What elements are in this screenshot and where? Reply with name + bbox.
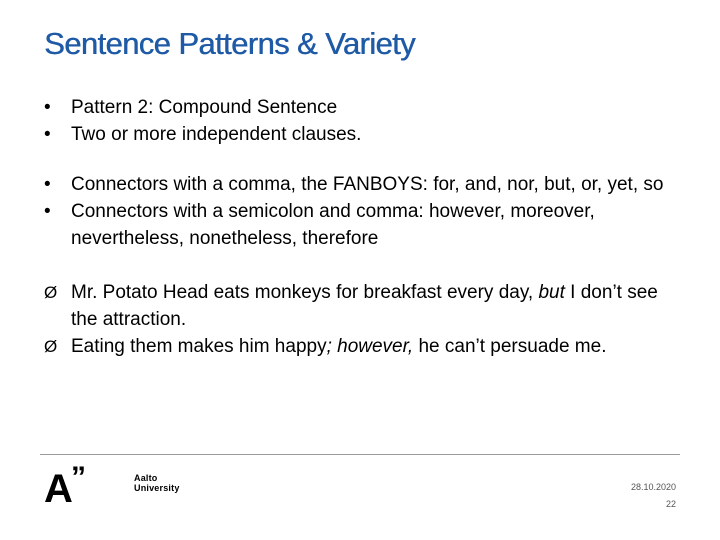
bullet-text: Connectors with a comma, the FANBOYS: for, and, nor, but, or, yet, so	[71, 174, 664, 195]
slide-title: Sentence Patterns & Variety	[44, 26, 415, 61]
page-number: 22	[665, 499, 676, 509]
example-text-start: Mr. Potato Head eats monkeys for breakfast every day,	[71, 282, 539, 303]
footer-date: 28.10.2020	[630, 482, 676, 492]
bullet-item	[44, 171, 684, 198]
bullet-marker: •	[44, 124, 51, 145]
bullet-marker: •	[44, 174, 51, 195]
bullet-marker: •	[44, 201, 51, 222]
example-text-start: Eating them makes him happy	[71, 336, 327, 357]
bullet-text: Two or more independent clauses.	[71, 124, 362, 145]
example-item	[44, 279, 684, 333]
logo-letter: A	[44, 467, 72, 511]
aalto-logo	[44, 461, 204, 511]
example-connector: but	[538, 282, 565, 303]
example-list	[44, 279, 684, 360]
bullet-item	[44, 198, 684, 252]
bullet-item	[44, 94, 684, 121]
bullet-text: Pattern 2: Compound Sentence	[71, 97, 338, 118]
footer-divider	[40, 454, 680, 455]
example-text-end: he can’t persuade me.	[413, 336, 607, 357]
logo-quote-mark: ”	[71, 461, 86, 494]
arrow-icon: Ø	[44, 337, 58, 356]
example-item	[44, 333, 684, 360]
slide-content	[44, 94, 684, 360]
bullet-text: Connectors with a semicolon and comma: however, moreover, nevertheless, nonetheless, therefore	[71, 201, 595, 249]
logo-text: Aalto University	[134, 473, 180, 493]
bullet-list-pattern	[44, 94, 684, 148]
bullet-item	[44, 121, 684, 148]
example-text-end: I don’t see the attraction.	[71, 282, 658, 330]
bullet-marker: •	[44, 97, 51, 118]
bullet-list-connectors	[44, 171, 684, 252]
example-connector: ; however,	[326, 336, 414, 357]
arrow-icon: Ø	[44, 283, 58, 302]
